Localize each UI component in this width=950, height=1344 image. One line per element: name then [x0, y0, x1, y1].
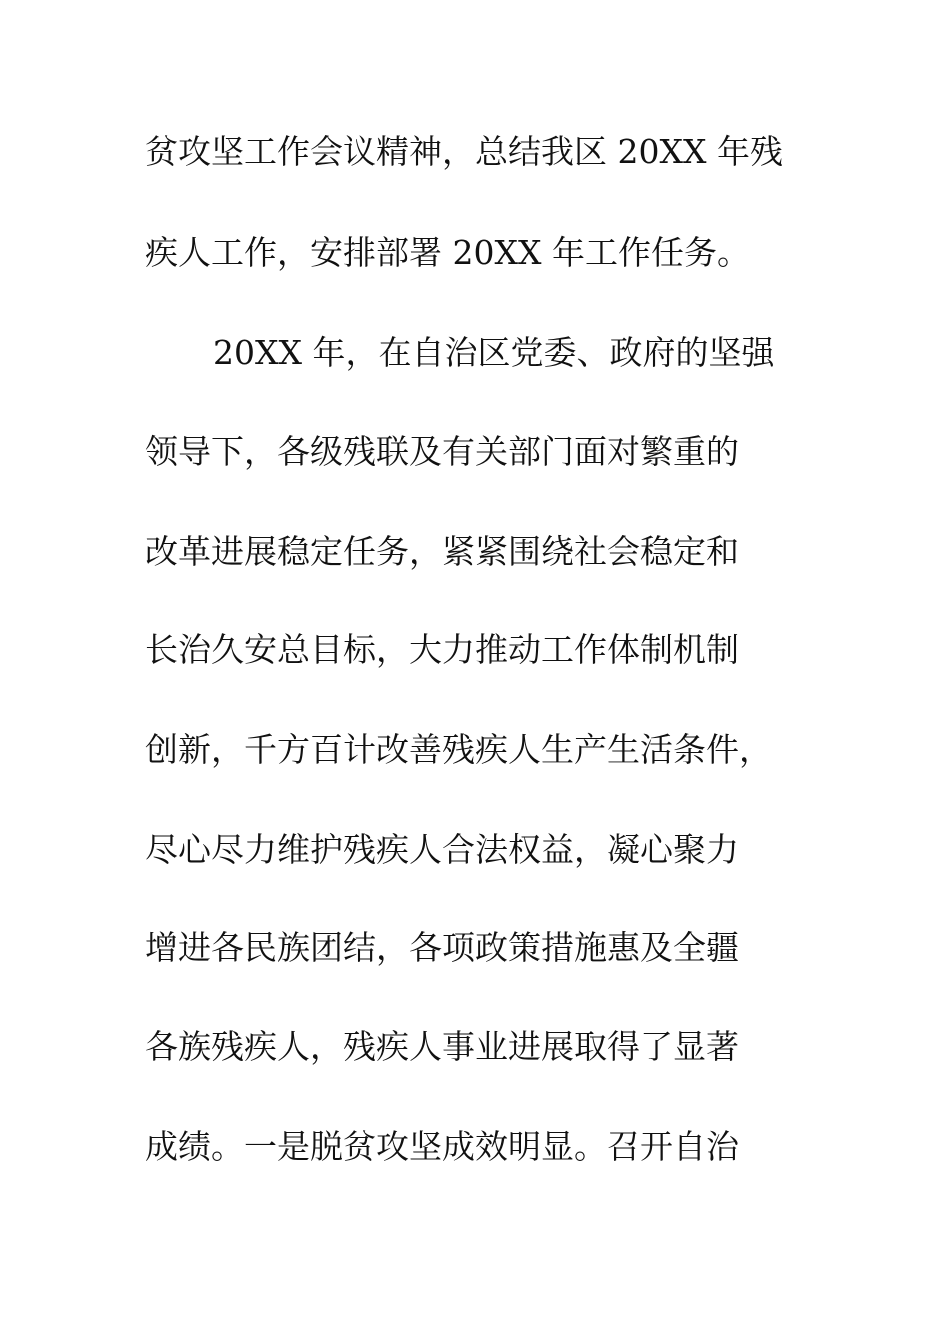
text-line-5: 改革进展稳定任务，紧紧围绕社会稳定和 [145, 532, 739, 571]
text-line-7: 创新，千方百计改善残疾人生产生活条件， [145, 730, 772, 769]
text-line-4: 领导下，各级残联及有关部门面对繁重的 [145, 432, 739, 471]
text-line-8: 尽心尽力维护残疾人合法权益，凝心聚力 [145, 830, 739, 869]
text-line-2: 疾人工作，安排部署 20XX 年工作任务。 [145, 233, 750, 272]
text-line-6: 长治久安总目标，大力推动工作体制机制 [145, 630, 739, 669]
text-line-11: 成绩。一是脱贫攻坚成效明显。召开自治 [145, 1127, 739, 1166]
paragraph-start-line: 20XX 年，在自治区党委、政府的坚强 [213, 333, 775, 372]
text-line-1: 贫攻坚工作会议精神，总结我区 20XX 年残 [145, 132, 783, 171]
text-line-9: 增进各民族团结，各项政策措施惠及全疆 [145, 928, 739, 967]
text-line-10: 各族残疾人，残疾人事业进展取得了显著 [145, 1027, 739, 1066]
